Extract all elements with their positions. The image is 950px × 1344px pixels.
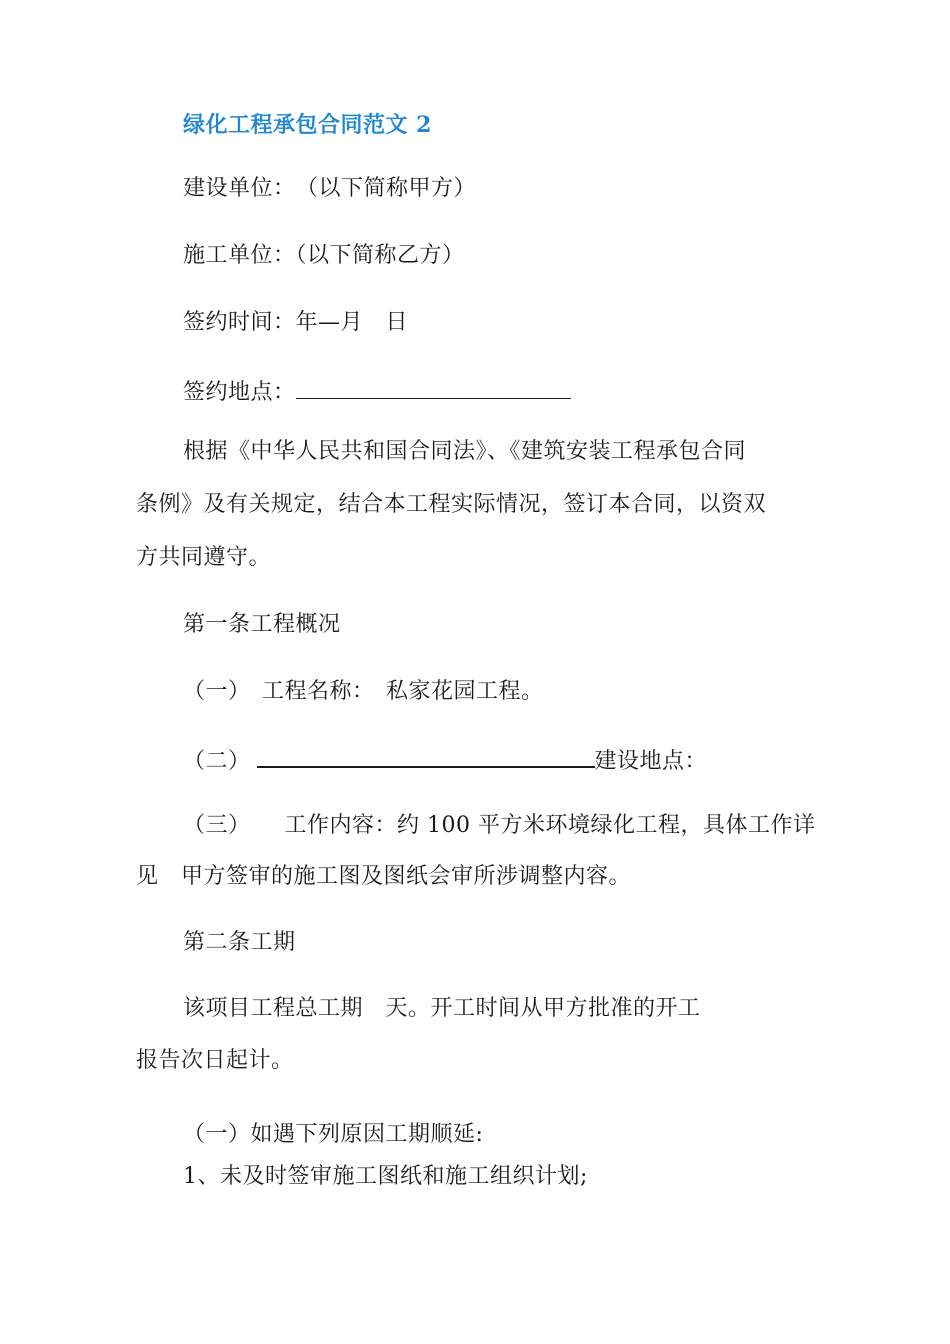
article-1-item-1: （一） 工程名称： 私家花园工程。 <box>183 679 544 704</box>
article-2-para-line-2: 报告次日起计。 <box>136 1048 294 1073</box>
article-1-title: 第一条工程概况 <box>183 612 341 637</box>
sign-time-line: 签约时间：年—月 日 <box>183 310 409 335</box>
article-1-item-2-suffix: 建设地点： <box>594 749 708 774</box>
article-1-item-2-prefix: （二） <box>183 749 251 774</box>
document-title: 绿化工程承包合同范文 2 <box>183 112 432 138</box>
builder-line: 建设单位： （以下简称甲方） <box>183 176 477 201</box>
article-2-item-1: （一）如遇下列原因工期顺延: <box>183 1122 484 1147</box>
article-1-item-3-line-2: 见 甲方签审的施工图及图纸会审所涉调整内容。 <box>136 864 632 889</box>
sign-place-blank <box>296 376 571 399</box>
contractor-line: 施工单位：（以下简称乙方） <box>183 243 465 268</box>
article-1-item-2 <box>183 744 707 776</box>
article-2-item-1-1: 1、未及时签审施工图纸和施工组织计划; <box>183 1164 588 1189</box>
construction-site-blank <box>257 744 595 768</box>
intro-line-1: 根据《中华人民共和国合同法》、《建筑安装工程承包合同 <box>183 439 747 464</box>
intro-line-2: 条例》及有关规定，结合本工程实际情况，签订本合同，以资双 <box>136 492 767 517</box>
article-2-title: 第二条工期 <box>183 930 296 955</box>
sign-place-label: 签约地点： <box>183 380 296 405</box>
article-1-item-3-line-1: （三） 工作内容：约 100 平方米环境绿化工程，具体工作详 <box>183 813 816 838</box>
sign-place-line <box>183 376 571 407</box>
article-2-para-line-1: 该项目工程总工期 天。开工时间从甲方批准的开工 <box>183 996 701 1021</box>
intro-line-3: 方共同遵守。 <box>136 545 272 570</box>
